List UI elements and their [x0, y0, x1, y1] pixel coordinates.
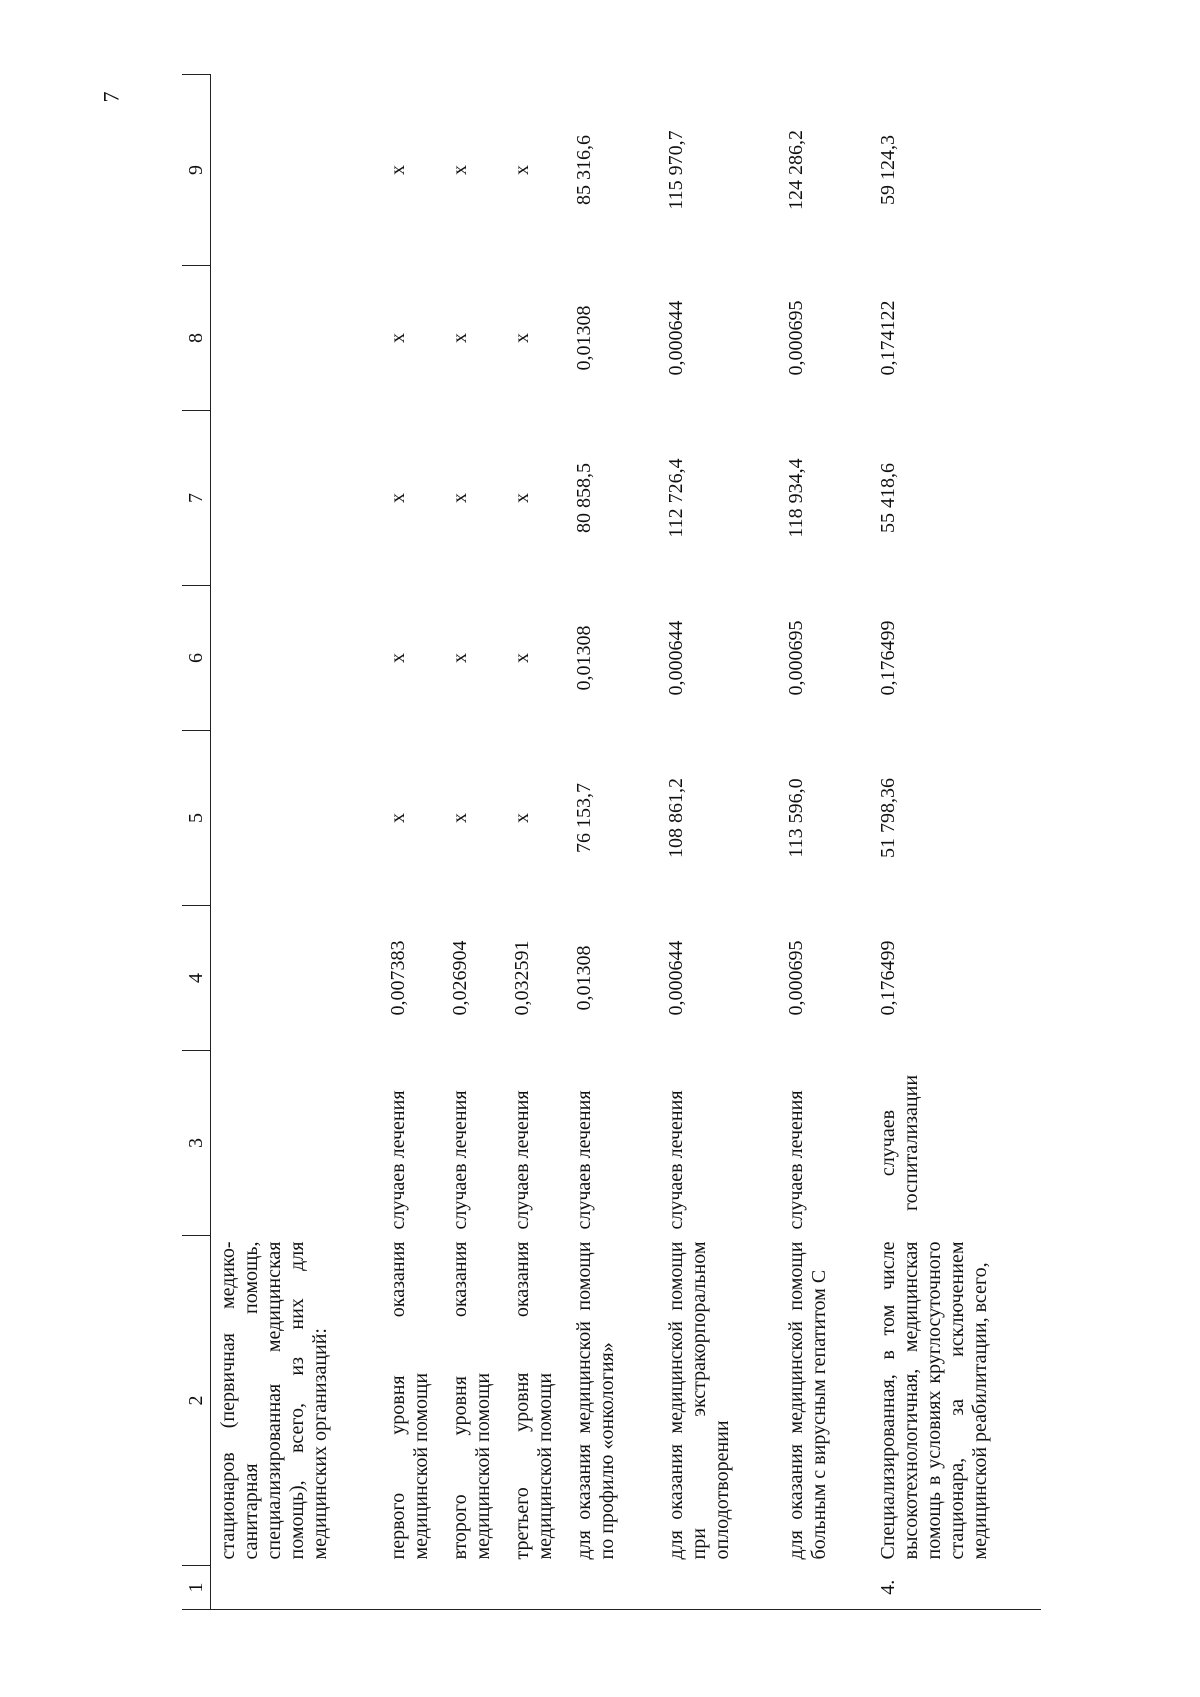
- table-row: [659, 75, 779, 1610]
- table-row: [871, 75, 1041, 1610]
- value-col4: 0,000644: [664, 940, 687, 1016]
- value-col5: х: [386, 813, 409, 823]
- row-unit: случаев лечения: [572, 1090, 595, 1230]
- header-cell: 7: [182, 411, 211, 586]
- value-col9: 59 124,3: [876, 135, 899, 205]
- value-col6: х: [510, 653, 533, 663]
- value-col4: 0,026904: [448, 940, 471, 1016]
- value-col8: х: [448, 333, 471, 343]
- value-col8: 0,01308: [572, 305, 595, 371]
- row-number: [443, 1566, 505, 1610]
- value-col8: [211, 266, 381, 411]
- header-cell: 8: [182, 266, 211, 411]
- row-unit: случаев лечения: [510, 1090, 533, 1230]
- row-name: для оказания медицинской помощи при экстракорпоральном оплодотворении: [664, 1241, 733, 1560]
- value-col7: 112 726,4: [664, 458, 687, 538]
- value-col8: х: [510, 333, 533, 343]
- value-col6: 0,176499: [876, 620, 899, 696]
- row-name: Специализированная, в том числе высокотехнологичная, медицинская помощь в условиях круглосуточного стационара, за исключением медицинской реабилитации, всего,: [876, 1241, 991, 1560]
- row-number: [659, 1566, 779, 1610]
- value-col4: 0,176499: [876, 940, 899, 1016]
- value-col7: 118 934,4: [784, 458, 807, 538]
- row-unit: случаев госпитализации: [876, 1074, 922, 1212]
- value-col5: 113 596,0: [784, 778, 807, 858]
- value-col7: х: [386, 493, 409, 503]
- header-cell: 5: [182, 731, 211, 906]
- row-name: для оказания медицинской помощи больным с вирусным гепатитом С: [784, 1241, 830, 1560]
- table-row: [779, 75, 871, 1610]
- value-col5: х: [510, 813, 533, 823]
- row-name: стационаров (первичная медико-санитарная помощь, специализированная медицинская помощь), всего, из них для медицинских организаций:: [217, 1241, 331, 1560]
- table-row: [443, 75, 505, 1610]
- value-col5: 108 861,2: [664, 778, 687, 858]
- value-col4: [211, 906, 381, 1051]
- value-col9: х: [510, 165, 533, 175]
- value-col5: [211, 731, 381, 906]
- table-row: [505, 75, 567, 1610]
- value-col8: 0,000695: [784, 300, 807, 376]
- value-col4: 0,032591: [510, 940, 533, 1016]
- table-row: [381, 75, 443, 1610]
- row-unit: случаев лечения: [784, 1090, 807, 1230]
- row-unit: случаев лечения: [664, 1090, 687, 1230]
- row-number: [211, 1566, 381, 1610]
- header-cell: 2: [182, 1236, 211, 1566]
- row-number: [381, 1566, 443, 1610]
- value-col4: 0,01308: [572, 945, 595, 1011]
- header-cell: 3: [182, 1051, 211, 1236]
- value-col9: 85 316,6: [572, 135, 595, 205]
- row-unit: случаев лечения: [386, 1090, 409, 1230]
- value-col8: 0,000644: [664, 300, 687, 376]
- value-col9: х: [448, 165, 471, 175]
- row-unit: случаев лечения: [448, 1090, 471, 1230]
- row-number: [567, 1566, 659, 1610]
- value-col7: 55 418,6: [876, 463, 899, 533]
- table-row: [211, 75, 381, 1610]
- row-name: второго уровня оказания медицинской помощи: [448, 1241, 494, 1560]
- page-number: 7: [98, 91, 124, 103]
- value-col6: х: [448, 653, 471, 663]
- value-col8: 0,174122: [876, 300, 899, 376]
- value-col6: 0,000695: [784, 620, 807, 696]
- value-col7: х: [448, 493, 471, 503]
- value-col6: [211, 586, 381, 731]
- value-col6: х: [386, 653, 409, 663]
- row-number: [779, 1566, 871, 1610]
- header-cell: 4: [182, 906, 211, 1051]
- value-col4: 0,000695: [784, 940, 807, 1016]
- header-cell: 9: [182, 75, 211, 266]
- value-col5: 51 798,36: [876, 778, 899, 858]
- header-cell: 6: [182, 586, 211, 731]
- value-col6: 0,01308: [572, 625, 595, 691]
- value-col9: х: [386, 165, 409, 175]
- table-row: [567, 75, 659, 1610]
- row-name: для оказания медицинской помощи по профилю «онкология»: [572, 1241, 618, 1560]
- tariff-table: [182, 74, 1041, 1610]
- value-col5: х: [448, 813, 471, 823]
- header-row: [182, 75, 211, 1610]
- value-col7: [211, 411, 381, 586]
- row-number: 4.: [871, 1566, 1041, 1610]
- value-col9: 115 970,7: [664, 130, 687, 210]
- value-col4: 0,007383: [386, 940, 409, 1016]
- value-col5: 76 153,7: [572, 783, 595, 853]
- row-name: первого уровня оказания медицинской помощи: [386, 1241, 432, 1560]
- value-col8: х: [386, 333, 409, 343]
- value-col7: 80 858,5: [572, 463, 595, 533]
- row-name: третьего уровня оказания медицинской помощи: [510, 1241, 556, 1560]
- header-cell: 1: [182, 1566, 211, 1610]
- rotated-table-container: [182, 75, 1200, 1610]
- value-col9: 124 286,2: [784, 130, 807, 210]
- value-col7: х: [510, 493, 533, 503]
- value-col9: [211, 75, 381, 266]
- row-number: [505, 1566, 567, 1610]
- value-col6: 0,000644: [664, 620, 687, 696]
- row-unit: [211, 1051, 381, 1236]
